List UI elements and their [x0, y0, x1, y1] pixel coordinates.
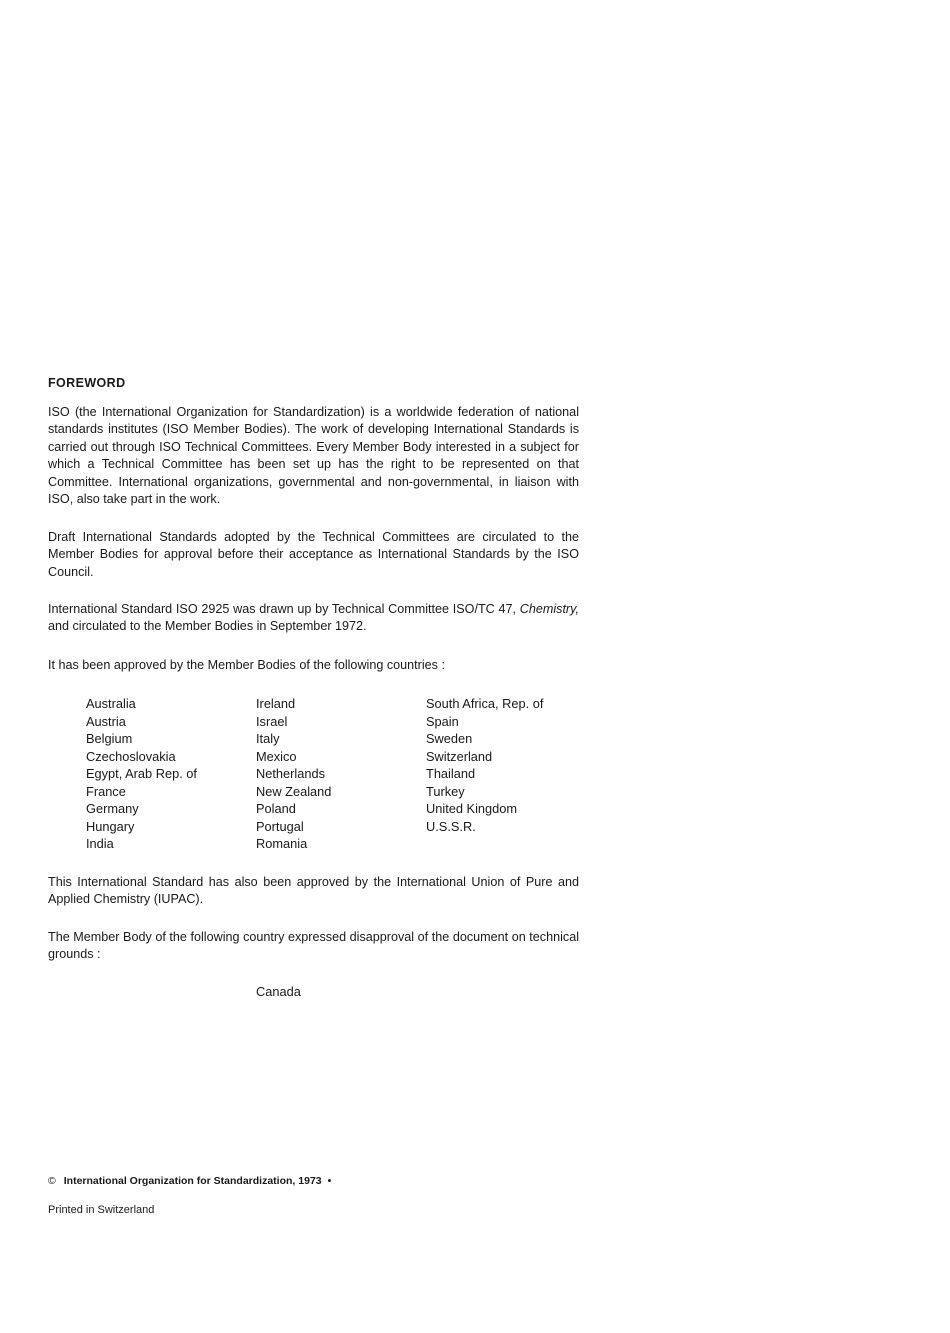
- country-name: Sweden: [426, 731, 473, 746]
- country-name: Australia: [86, 696, 136, 711]
- paragraph-iso-intro: ISO (the International Organization for Standardization) is a worldwide federation of national standards institutes (ISO Member Bodies). The work of developing International Standards is carried out through ISO Technical Committees. Every Member Body interested in a subject for which a Technical Committee has been set up has the right to be represented on that Committee. International organizations, governmental and non-governmental, in liaison with ISO, also take part in the work.: [48, 405, 579, 507]
- country-name: Romania: [256, 836, 308, 851]
- country-name: Germany: [86, 801, 139, 816]
- country-name: New Zealand: [256, 783, 332, 799]
- country-name: Mexico: [256, 748, 297, 764]
- country-name: South Africa, Rep. of: [426, 696, 544, 711]
- countries-column-2: [256, 695, 331, 853]
- copyright-icon: ©: [48, 1175, 56, 1187]
- country-name: Israel: [256, 713, 288, 729]
- disapproving-country: Canada: [256, 984, 301, 999]
- country-name: Czechoslovakia: [86, 748, 176, 764]
- country-name: United Kingdom: [426, 801, 518, 816]
- country-name: Poland: [256, 801, 296, 816]
- copyright-text: International Organization for Standardization, 1973: [63, 1175, 322, 1187]
- country-name: Hungary: [86, 818, 135, 834]
- country-name: Italy: [256, 731, 280, 746]
- copyright-line: [48, 1175, 331, 1187]
- country-name: Portugal: [256, 818, 304, 834]
- paragraph-iso-2925: [48, 601, 579, 636]
- country-name: U.S.S.R.: [426, 818, 476, 834]
- country-name: India: [86, 836, 114, 851]
- country-name: Spain: [426, 713, 459, 729]
- country-name: Belgium: [86, 731, 133, 746]
- paragraph-approval-intro: It has been approved by the Member Bodies of the following countries :: [48, 658, 445, 672]
- country-name: Ireland: [256, 696, 296, 711]
- country-name: Switzerland: [426, 748, 493, 764]
- country-name: Egypt, Arab Rep. of: [86, 766, 197, 781]
- foreword-heading: FOREWORD: [48, 376, 126, 390]
- country-name: Netherlands: [256, 766, 326, 781]
- paragraph-disapproval: The Member Body of the following country expressed disapproval of the document on technical grounds :: [48, 930, 579, 962]
- paragraph-iso-2925-after: and circulated to the Member Bodies in September 1972.: [48, 619, 367, 634]
- paragraph-iso-2925-before: International Standard ISO 2925 was drawn up by Technical Committee ISO/TC 47,: [48, 602, 520, 616]
- country-name: Austria: [86, 713, 126, 729]
- bullet-icon: •: [327, 1175, 332, 1187]
- committee-name-italic: Chemistry,: [519, 602, 579, 616]
- paragraph-iupac: This International Standard has also been approved by the International Union of Pure and Applied Chemistry (IUPAC).: [48, 875, 579, 907]
- country-name: France: [86, 783, 126, 799]
- country-name: Turkey: [426, 783, 465, 799]
- countries-column-1: [86, 695, 197, 853]
- paragraph-draft-standards: Draft International Standards adopted by the Technical Committees are circulated to the Member Bodies for approval before their acceptance as International Standards by the ISO Council.: [48, 530, 579, 579]
- printed-in-note: Printed in Switzerland: [48, 1204, 155, 1216]
- countries-column-3: [426, 695, 543, 835]
- country-name: Thailand: [426, 766, 476, 781]
